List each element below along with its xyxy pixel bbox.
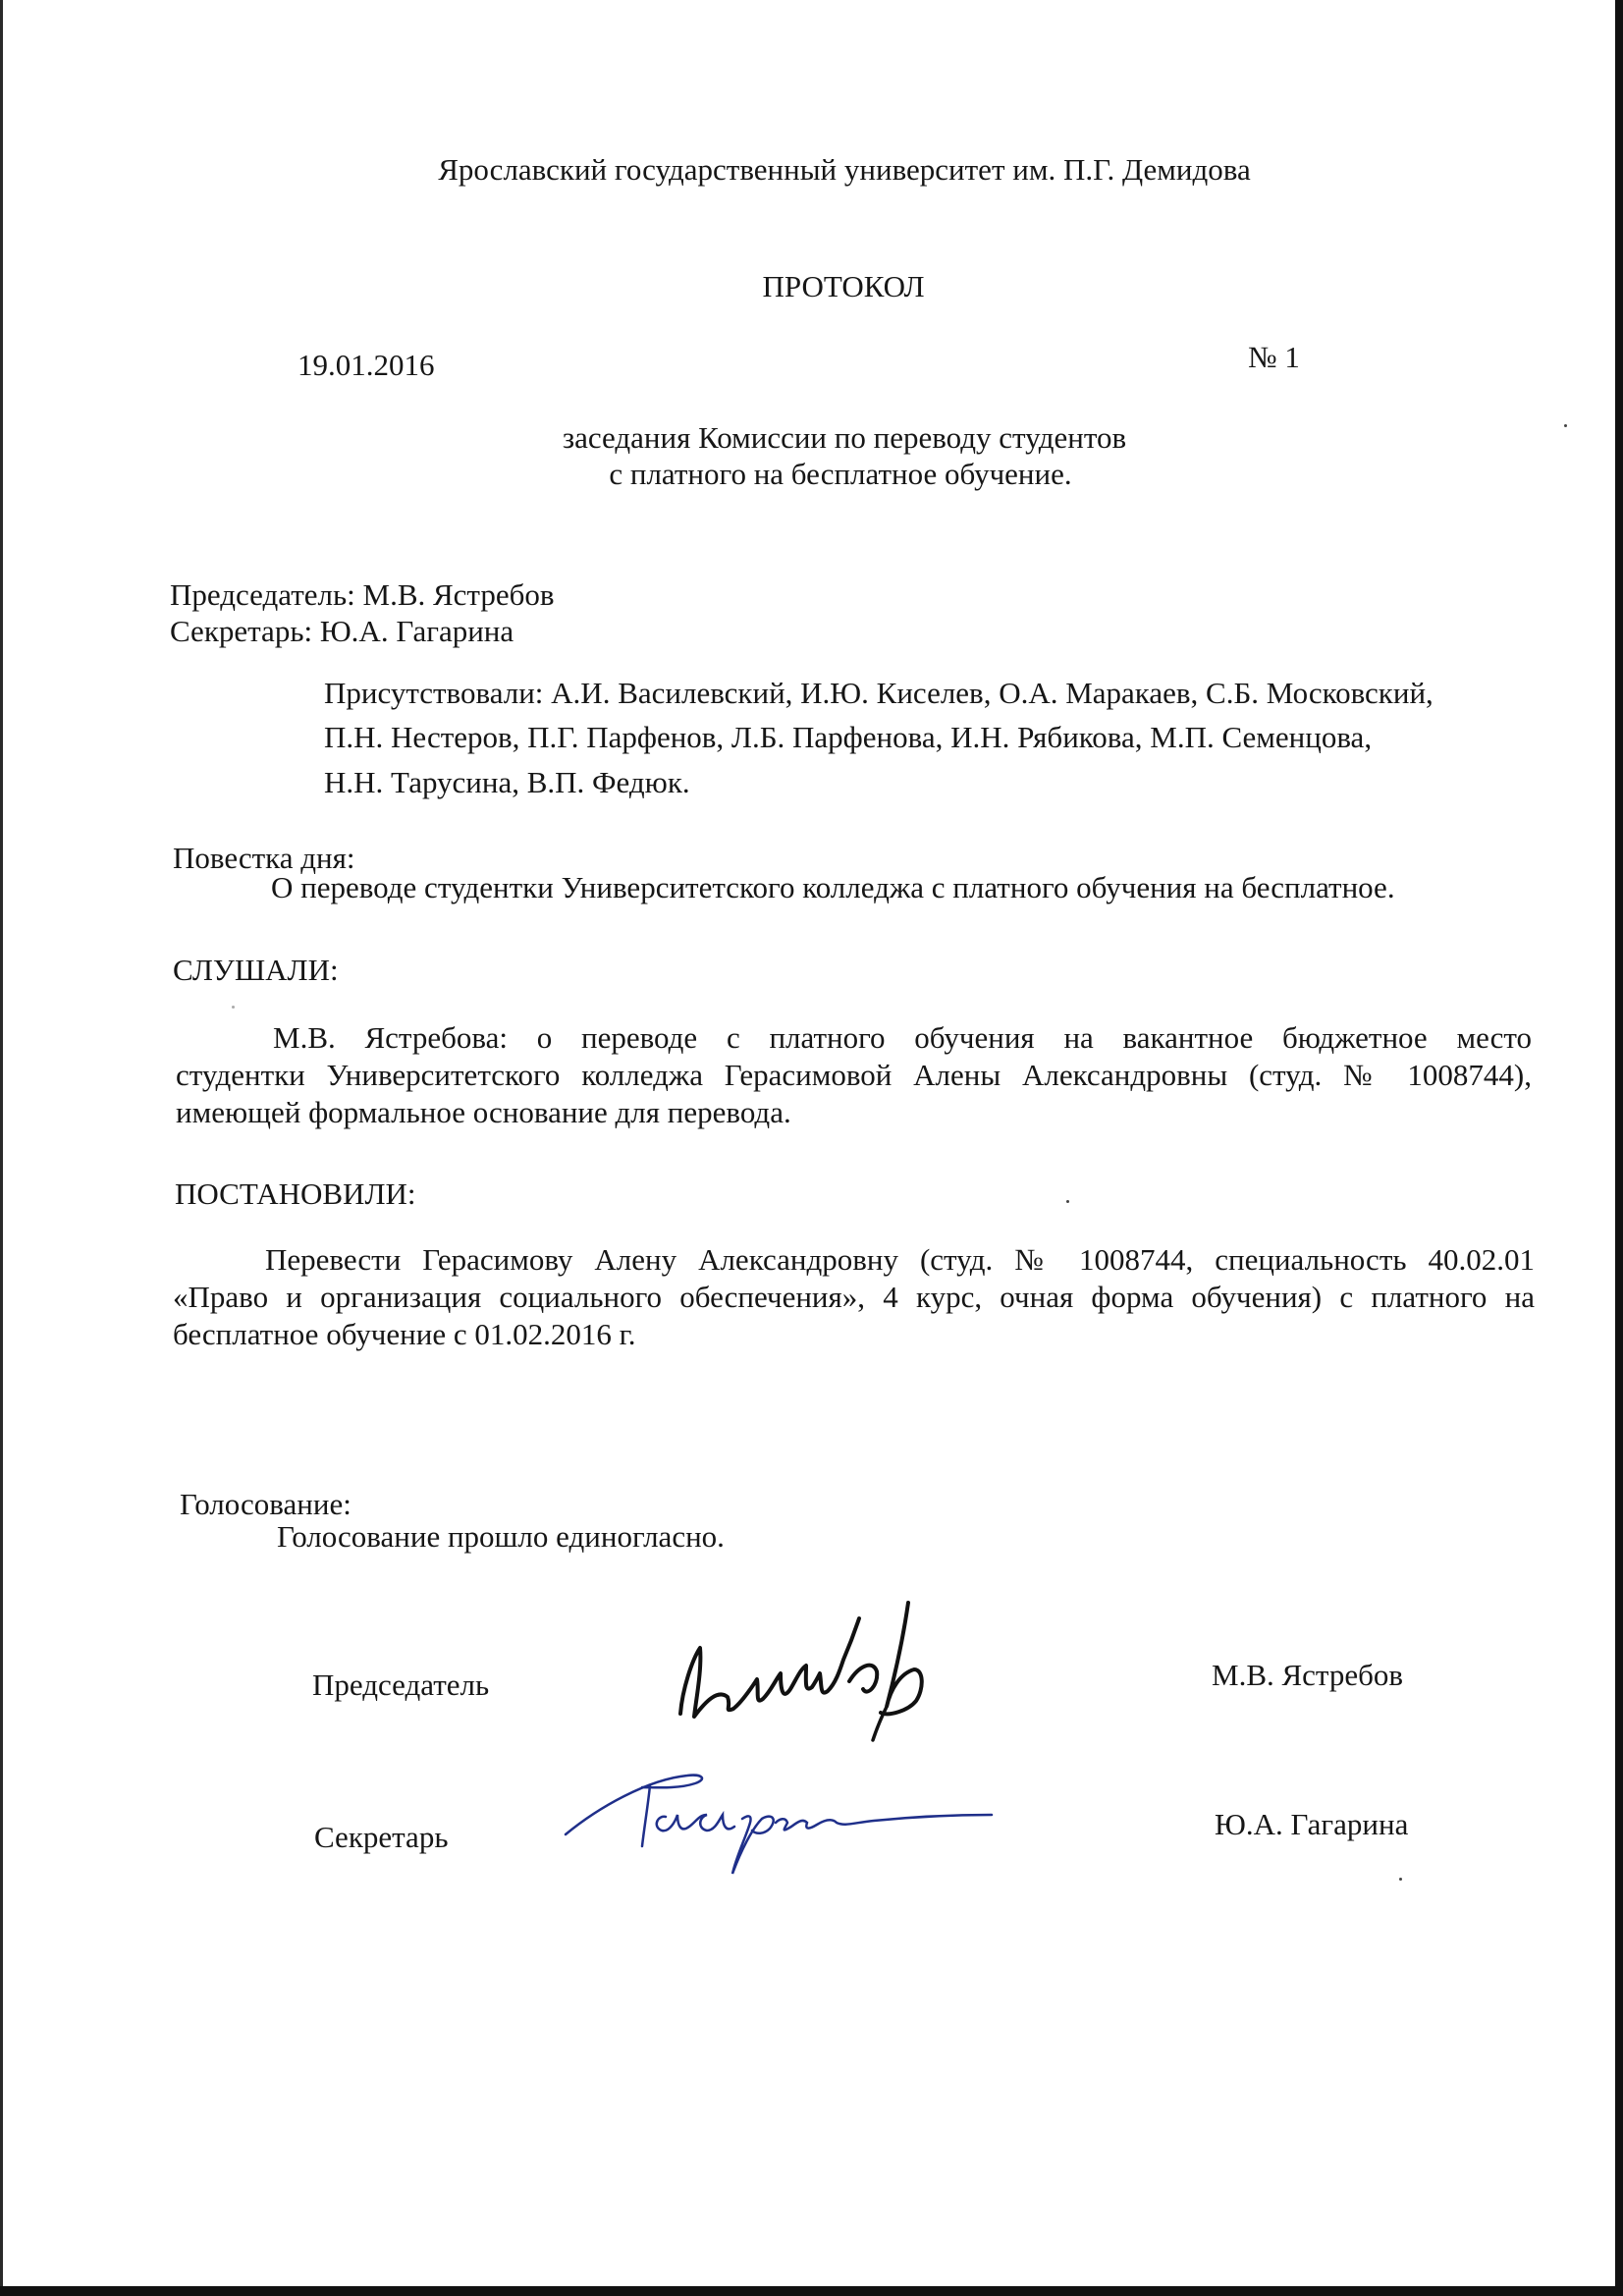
scan-speck — [1564, 424, 1567, 427]
scan-speck — [232, 1006, 235, 1009]
document-title: ПРОТОКОЛ — [762, 269, 925, 303]
heard-line-1: М.В. Ястребова: о переводе с платного обучения на вакантное бюджетное место — [273, 1020, 1532, 1055]
resolved-paragraph — [173, 1241, 1535, 1353]
chair-signature — [663, 1591, 957, 1748]
scan-edge-right — [1615, 0, 1623, 2296]
attendees-line-1: Присутствовали: А.И. Василевский, И.Ю. Киселев, О.А. Маракаев, С.Б. Московский, — [324, 676, 1434, 710]
resolved-line-2: «Право и организация социального обеспечения», 4 курс, очная форма обучения) с платного на — [173, 1280, 1535, 1314]
subject-line-1: заседания Комиссии по переводу студентов — [562, 420, 1127, 455]
university-name: Ярославский государственный университет им. П.Г. Демидова — [438, 152, 1251, 187]
secretary-signature — [560, 1758, 1001, 1886]
heard-line-2: студентки Университетского колледжа Герасимовой Алены Александровны (студ. № 1008744), — [176, 1058, 1532, 1092]
vote-result: Голосование прошло единогласно. — [277, 1519, 725, 1554]
secretary-role: Секретарь — [314, 1820, 449, 1854]
vote-heading: Голосование: — [180, 1487, 352, 1521]
scan-speck — [1399, 1878, 1402, 1881]
heard-line-3: имеющей формальное основание для перевода. — [176, 1095, 791, 1129]
resolved-line-1: Перевести Герасимову Алену Александровну (студ. № 1008744, специальность 40.02.01 — [265, 1242, 1535, 1277]
scan-speck — [1066, 1200, 1069, 1203]
heard-heading: СЛУШАЛИ: — [173, 953, 339, 987]
resolved-line-3: бесплатное обучение с 01.02.2016 г. — [173, 1317, 636, 1351]
attendees-line-3: Н.Н. Тарусина, В.П. Федюк. — [324, 765, 690, 799]
resolved-heading: ПОСТАНОВИЛИ: — [175, 1176, 416, 1211]
secretary-name: Ю.А. Гагарина — [1215, 1807, 1409, 1841]
scan-edge-left — [0, 0, 3, 2296]
agenda-item: О переводе студентки Университетского колледжа с платного обучения на бесплатное. — [271, 870, 1395, 904]
secretary-line: Секретарь: Ю.А. Гагарина — [170, 614, 514, 648]
agenda-heading: Повестка дня: — [173, 841, 355, 875]
chair-role: Председатель — [312, 1667, 490, 1702]
chair-line: Председатель: М.В. Ястребов — [170, 577, 555, 612]
attendees-line-2: П.Н. Нестеров, П.Г. Парфенов, Л.Б. Парфенова, И.Н. Рябикова, М.П. Семенцова, — [324, 720, 1373, 754]
subject-line-2: с платного на бесплатное обучение. — [609, 457, 1072, 491]
protocol-number: № 1 — [1248, 340, 1300, 374]
heard-paragraph — [176, 1019, 1532, 1131]
chair-name: М.В. Ястребов — [1212, 1658, 1404, 1692]
protocol-date: 19.01.2016 — [298, 348, 435, 382]
scan-edge-bottom — [0, 2286, 1623, 2296]
